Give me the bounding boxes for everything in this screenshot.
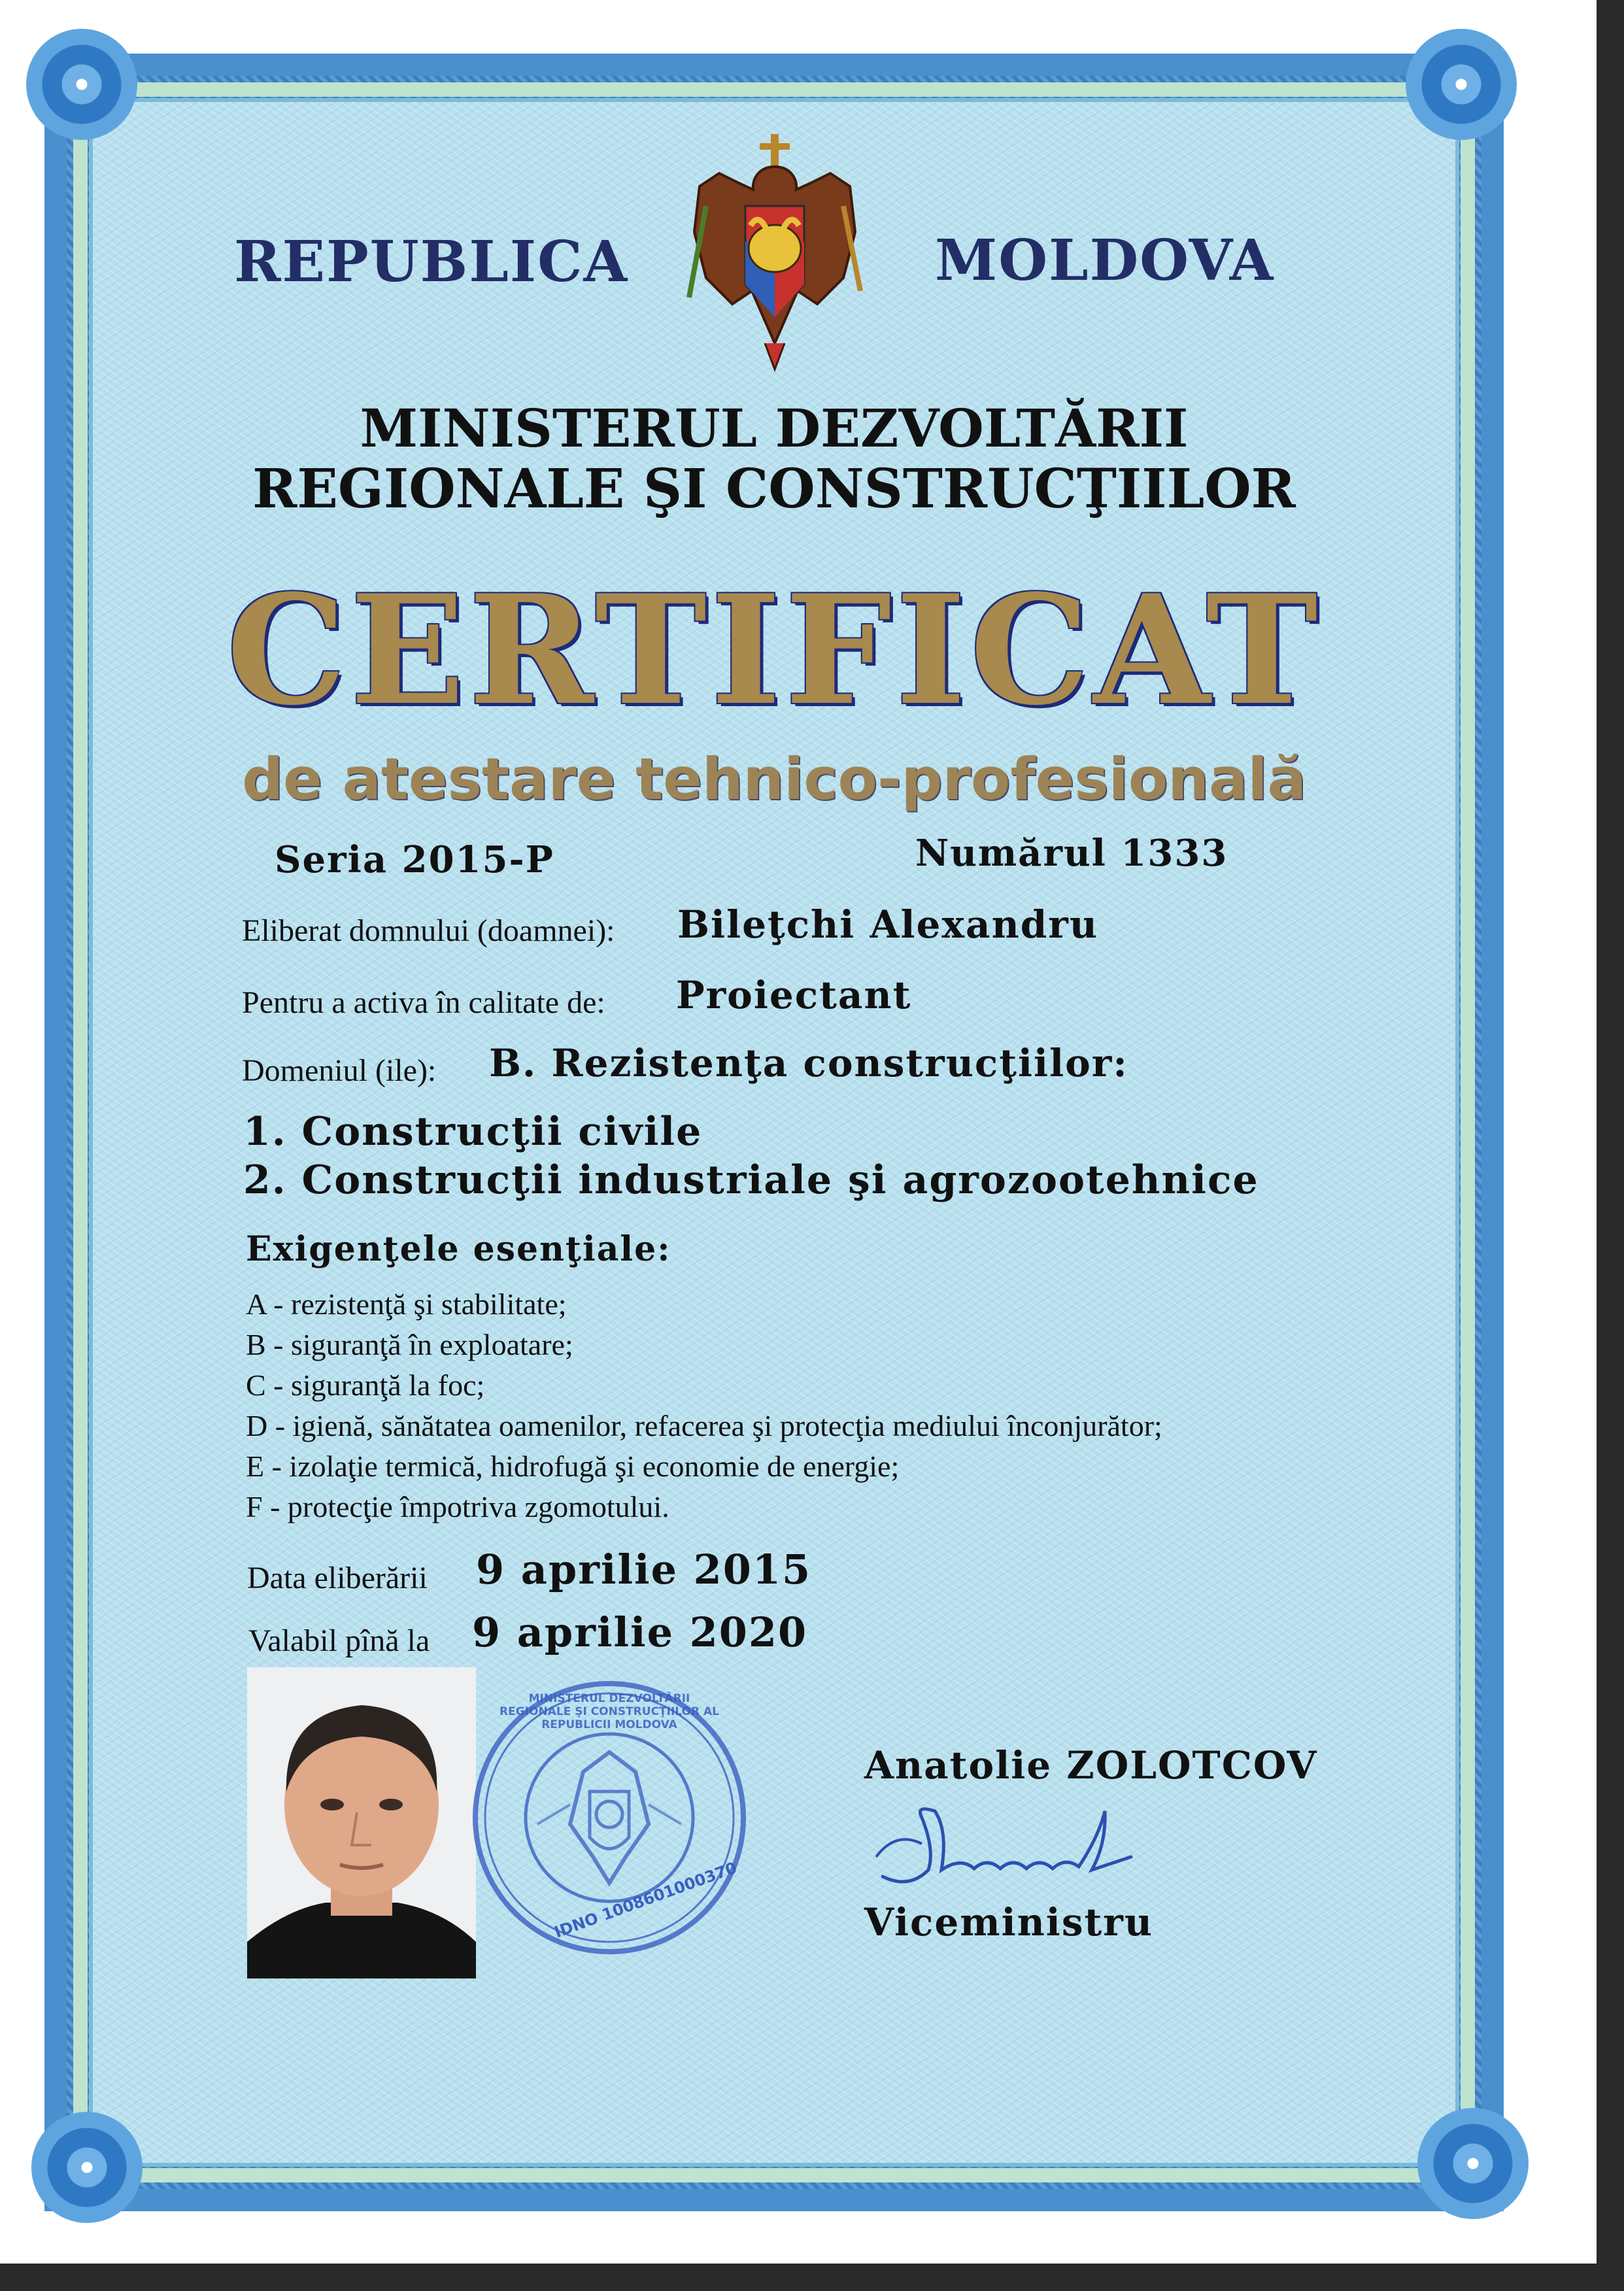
header-moldova: MOLDOVA [935,228,1275,294]
series: Seria 2015-P [275,838,554,881]
coat-of-arms-icon [680,127,870,389]
seal-idno: IDNO 1008601000370 [552,1858,739,1942]
scan-edge-right [1597,0,1624,2291]
ministry-line-2: REGIONALE ŞI CONSTRUCŢIILOR [252,458,1296,520]
corner-rosette-top-right [1406,29,1517,140]
signatory-position: Viceministru [864,1900,1154,1944]
signatory-name: Anatolie ZOLOTCOV [864,1743,1318,1788]
domain-label: Domeniul (ile): [242,1053,437,1088]
role-value: Proiectant [676,973,912,1017]
issue-date-value: 9 aprilie 2015 [476,1546,812,1593]
corner-rosette-bottom-left [31,2112,143,2223]
seal-ring-text: MINISTERUL DEZVOLTĂRII REGIONALE ŞI CONSTRUCŢIILOR AL REPUBLICII MOLDOVA [499,1692,719,1731]
certificate-title: CERTIFICAT [226,562,1322,739]
domain-value: B. Rezistenţa construcţiilor: [489,1041,1128,1085]
issued-to-label: Eliberat domnului (doamnei): [242,913,615,948]
holder-photo [247,1667,476,1978]
valid-until-value: 9 aprilie 2020 [472,1608,808,1656]
requirement-item: C - siguranţă la foc; [246,1368,485,1402]
domain-item: 2. Construcţii industriale şi agrozootehnice [243,1157,1259,1203]
corner-rosette-bottom-right [1417,2108,1529,2219]
domain-item: 1. Construcţii civile [243,1109,703,1155]
scan-edge-bottom [0,2264,1624,2291]
requirement-item: B - siguranţă în exploatare; [246,1328,573,1361]
issued-to-value: Bileţchi Alexandru [677,902,1099,947]
certificate-number: Numărul 1333 [915,832,1228,875]
requirement-item: D - igienă, sănătatea oamenilor, refacerea şi protecţia mediului înconjurător; [246,1409,1162,1442]
valid-until-label: Valabil pînă la [248,1623,430,1658]
certificate-subtitle: de atestare tehnico-profesională [242,745,1306,813]
ministry-line-1: MINISTERUL DEZVOLTĂRII [360,398,1189,459]
issue-date-label: Data eliberării [247,1561,428,1595]
requirements-heading: Exigenţele esenţiale: [246,1229,671,1269]
role-label: Pentru a activa în calitate de: [242,985,605,1020]
requirement-item: F - protecţie împotriva zgomotului. [246,1490,669,1523]
corner-rosette-top-left [26,29,137,140]
requirement-item: A - rezistenţă şi stabilitate; [246,1287,567,1321]
header-republica: REPUBLICA [234,229,629,295]
signature-icon [870,1791,1157,1896]
requirement-item: E - izolaţie termică, hidrofugă şi economie de energie; [246,1450,900,1483]
